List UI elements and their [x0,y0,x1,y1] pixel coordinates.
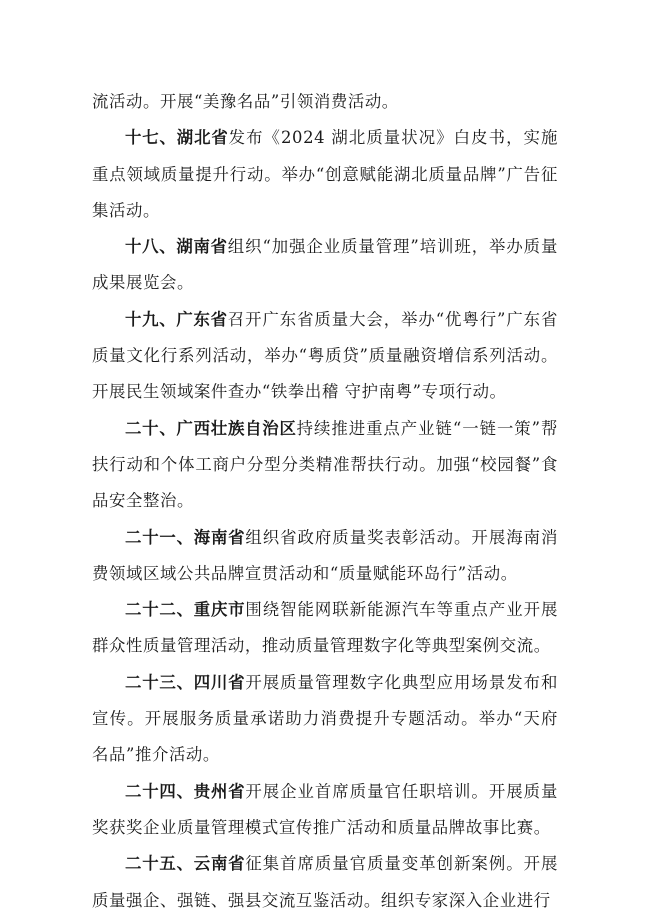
paragraph-text: 开展质量管理数字化典型应用场景发布和宣传。开展服务质量承诺助力消费提升专题活动。举办“天府名品”推介活动。 [92,672,558,765]
paragraph-lead: 二十三、四川省 [125,672,246,692]
paragraph-text: 征集首席质量官质量变革创新案例。开展质量强企、强链、强县交流互鉴活动。组织专家深入企业进行 [92,854,558,910]
paragraph-lead: 二十、广西壮族自治区 [125,418,297,438]
paragraph-yunnan [92,846,558,919]
paragraph-sichuan [92,665,558,774]
paragraph-lead: 二十二、重庆市 [125,600,246,620]
paragraph-text: 流活动。开展“美豫名品”引领消费活动。 [92,92,399,111]
paragraph-lead: 十九、广东省 [125,309,228,329]
paragraph-lead: 二十五、云南省 [125,854,246,874]
paragraph-lead: 十七、湖北省 [125,128,229,148]
paragraph-text: 开展企业首席质量官任职培训。开展质量奖获奖企业质量管理模式宣传推广活动和质量品牌故事比赛。 [92,781,558,837]
paragraph-text: 组织“加强企业质量管理”培训班，举办质量成果展览会。 [92,237,558,293]
paragraph-text: 持续推进重点产业链“一链一策”帮扶行动和个体工商户分型分类精准帮扶行动。加强“校园餐”食品安全整治。 [92,418,559,511]
paragraph-hubei [92,120,558,229]
paragraph-lead: 二十一、海南省 [125,527,246,547]
paragraph-continuation [92,84,558,120]
paragraph-lead: 二十四、贵州省 [125,781,246,801]
paragraph-hainan [92,520,558,593]
paragraph-chongqing [92,592,558,665]
paragraph-text: 召开广东省质量大会，举办“优粤行”广东省质量文化行系列活动，举办“粤质贷”质量融资增信系列活动。开展民生领域案件查办“铁拳出稽 守护南粤”专项行动。 [92,309,558,402]
paragraph-lead: 十八、湖南省 [125,237,228,257]
paragraph-guizhou [92,774,558,847]
paragraph-text: 发布《2024 湖北质量状况》白皮书，实施重点领域质量提升行动。举办“创意赋能湖北质量品牌”广告征集活动。 [92,128,558,220]
paragraph-guangdong [92,302,558,411]
paragraph-text: 组织省政府质量奖表彰活动。开展海南消费领域区域公共品牌宣贯活动和“质量赋能环岛行”活动。 [92,527,558,583]
paragraph-hunan [92,229,558,302]
paragraph-guangxi [92,411,558,520]
paragraph-text: 围绕智能网联新能源汽车等重点产业开展群众性质量管理活动，推动质量管理数字化等典型案例交流。 [92,600,558,656]
